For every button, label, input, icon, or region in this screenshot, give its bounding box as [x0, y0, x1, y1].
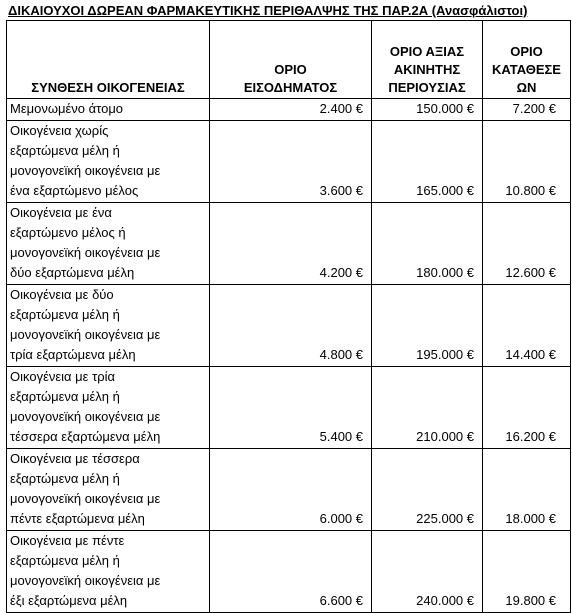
deposits-cell: 19.800 € — [483, 531, 571, 613]
table-row — [7, 367, 571, 449]
composition-line: εξαρτώμενα μέλη ή — [10, 553, 120, 568]
composition-line: μονογονεϊκή οικογένεια με — [10, 573, 161, 588]
header-deposits-line: ΩΝ — [516, 80, 537, 95]
composition-line: Οικογένεια με τέσσερα — [10, 451, 140, 466]
property-cell: 180.000 € — [372, 203, 483, 285]
composition-line: εξαρτώμενο μέλος ή — [10, 225, 126, 240]
header-income-line: ΕΙΣΟΔΗΜΑΤΟΣ — [243, 80, 338, 95]
composition-line: έξι εξαρτώμενα μέλη — [10, 593, 128, 608]
composition-cell — [7, 285, 210, 367]
income-cell: 6.000 € — [210, 449, 372, 531]
composition-cell — [7, 99, 210, 121]
composition-line: εξαρτώμενα μέλη ή — [10, 143, 120, 158]
header-income-line: ΟΡΙΟ — [274, 62, 307, 77]
composition-line: εξαρτώμενα μέλη ή — [10, 389, 120, 404]
deposits-cell: 10.800 € — [483, 121, 571, 203]
header-composition-label: ΣΥΝΘΕΣΗ ΟΙΚΟΓΕΝΕΙΑΣ — [31, 80, 185, 95]
table-row — [7, 531, 571, 613]
deposits-cell: 18.000 € — [483, 449, 571, 531]
composition-line: τέσσερα εξαρτώμενα μέλη — [10, 429, 161, 444]
composition-line: πέντε εξαρτώμενα μέλη — [10, 511, 145, 526]
header-income — [210, 21, 372, 99]
composition-line: δύο εξαρτώμενα μέλη — [10, 265, 135, 280]
header-property-line: ΟΡΙΟ ΑΞΙΑΣ — [389, 44, 465, 59]
composition-cell — [7, 449, 210, 531]
header-property — [372, 21, 483, 99]
composition-line: τρία εξαρτώμενα μέλη — [10, 347, 136, 362]
deposits-cell: 7.200 € — [483, 99, 571, 121]
table-row — [7, 449, 571, 531]
property-cell: 195.000 € — [372, 285, 483, 367]
property-cell: 165.000 € — [372, 121, 483, 203]
property-cell: 150.000 € — [372, 99, 483, 121]
composition-line: μονογονεϊκή οικογένεια με — [10, 163, 161, 178]
table-row — [7, 203, 571, 285]
composition-cell — [7, 531, 210, 613]
composition-line: μονογονεϊκή οικογένεια με — [10, 327, 161, 342]
composition-line: Οικογένεια με δύο — [10, 287, 114, 302]
composition-line: εξαρτώμενα μέλη ή — [10, 471, 120, 486]
composition-cell — [7, 203, 210, 285]
income-cell: 4.800 € — [210, 285, 372, 367]
property-cell: 225.000 € — [372, 449, 483, 531]
income-cell: 2.400 € — [210, 99, 372, 121]
header-property-line: ΑΚΙΝΗΤΗΣ — [393, 62, 461, 77]
income-cell: 4.200 € — [210, 203, 372, 285]
deposits-cell: 16.200 € — [483, 367, 571, 449]
property-cell: 240.000 € — [372, 531, 483, 613]
composition-line: ένα εξαρτώμενο μέλος — [10, 183, 139, 198]
deposits-cell: 14.400 € — [483, 285, 571, 367]
composition-line: Οικογένεια με πέντε — [10, 533, 125, 548]
eligibility-table — [6, 20, 571, 613]
composition-line: Οικογένεια χωρίς — [10, 123, 109, 138]
header-deposits — [483, 21, 571, 99]
composition-line: Οικογένεια με ένα — [10, 205, 112, 220]
table-row — [7, 121, 571, 203]
composition-line: μονογονεϊκή οικογένεια με — [10, 491, 161, 506]
composition-cell — [7, 121, 210, 203]
table-row — [7, 99, 571, 121]
header-property-line: ΠΕΡΙΟΥΣΙΑΣ — [388, 80, 466, 95]
header-composition — [7, 21, 210, 99]
composition-line: μονογονεϊκή οικογένεια με — [10, 409, 161, 424]
income-cell: 3.600 € — [210, 121, 372, 203]
composition-line: εξαρτώμενα μέλη ή — [10, 307, 120, 322]
property-cell: 210.000 € — [372, 367, 483, 449]
table-row — [7, 285, 571, 367]
income-cell: 5.400 € — [210, 367, 372, 449]
composition-cell — [7, 367, 210, 449]
income-cell: 6.600 € — [210, 531, 372, 613]
composition-line: Οικογένεια με τρία — [10, 369, 116, 384]
composition-line: μονογονεϊκή οικογένεια με — [10, 245, 161, 260]
header-deposits-line: ΟΡΙΟ — [510, 44, 543, 59]
deposits-cell: 12.600 € — [483, 203, 571, 285]
header-row — [7, 21, 571, 99]
composition-line: Μεμονωμένο άτομο — [10, 101, 124, 116]
document-title: ΔΙΚΑΙΟΥΧΟΙ ΔΩΡΕΑΝ ΦΑΡΜΑΚΕΥΤΙΚΗΣ ΠΕΡΙΘΑΛΨΗΣ ΤΗΣ ΠΑΡ.2Α (Ανασφάλιστοι) — [8, 3, 528, 18]
header-deposits-line: ΚΑΤΑΘΕΣΕ — [492, 62, 561, 77]
